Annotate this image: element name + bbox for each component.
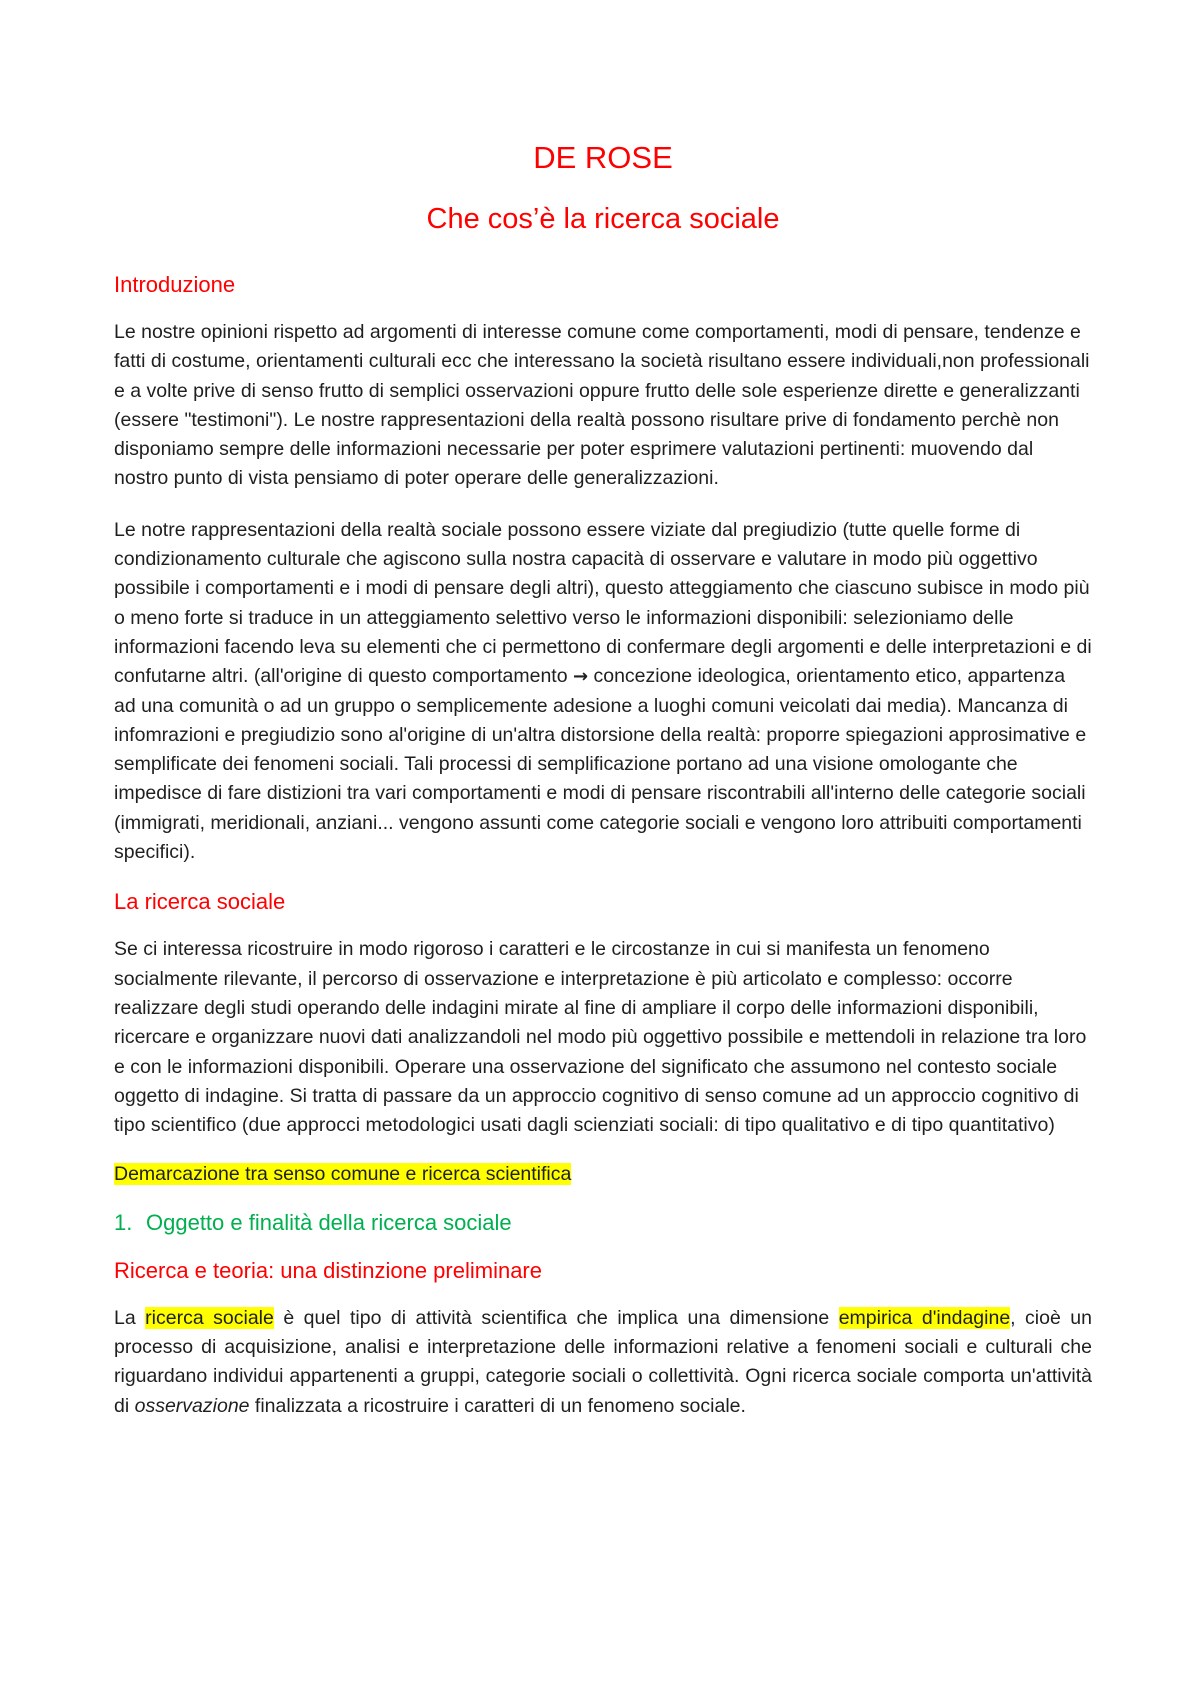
theory-text-3: , cioè un processo di acquisizione, analisi e interpretazione delle informazioni relative a fenomeni sociali e culturali che riguardano individui appartenenti a gruppi, categorie sociali o collettività. Ogni ricerca sociale comporta un'attività di	[114, 1306, 1092, 1417]
theory-text-4: finalizzata a ricostruire i caratteri di un fenomeno sociale.	[249, 1394, 746, 1417]
document-title: DE ROSE	[533, 140, 673, 175]
section-1-number: 1.	[114, 1209, 133, 1235]
intro-paragraph-2	[114, 516, 1092, 868]
document-page	[114, 138, 1092, 1421]
theory-italic-osservazione: osservazione	[134, 1394, 250, 1417]
demarcation-heading-highlight: Demarcazione tra senso comune e ricerca scientifica	[114, 1163, 572, 1186]
intro-heading: Introduzione	[114, 272, 236, 297]
intro-paragraph-1: Le nostre opinioni rispetto ad argomenti di interesse comune come comportamenti, modi di pensare, tendenze e fatti di costume, orientamenti culturali ecc che interessano la società risultano essere individuali,non professionali e a volte prive di senso frutto di semplici osservazioni oppure frutto delle sole esperienze dirette e generalizzanti (essere "testimoni"). Le nostre rappresentazioni della realtà possono risultare prive di fondamento perchè non disponiamo sempre delle informazioni necessarie per poter esprimere valutazioni pertinenti: muovendo dal nostro punto di vista pensiamo di poter operare delle generalizzazioni.	[114, 321, 1090, 490]
intro-paragraph-2-part-b: concezione ideologica, orientamento etico, appartenza ad una comunità o ad un gruppo o semplicemente adesione a luoghi comuni veicolati dai media). Mancanza di infomrazioni e pregiudizio sono al'origine di un'altra distorsione della realtà: proporre spiegazioni approsimative e semplificate dei fenomeni sociali. Tali processi di semplificazione portano ad una visione omologante che impedisce di fare distizioni tra vari comportamenti e modi di pensare riscontrabili all'interno delle categorie sociali (immigrati, meridionali, anziani... vengono assunti come categorie sociali e vengono loro attribuiti comportamenti specifici).	[114, 665, 1087, 864]
highlight-ricerca-sociale: ricerca sociale	[145, 1306, 274, 1329]
theory-text-2: è quel tipo di attività scientifica che implica una dimensione	[273, 1306, 839, 1329]
document-subtitle: Che cos’è la ricerca sociale	[426, 203, 780, 235]
theory-paragraph	[114, 1304, 1092, 1421]
research-heading: La ricerca sociale	[114, 889, 286, 915]
intro-paragraph-2-part-a: Le notre rappresentazioni della realtà sociale possono essere viziate dal pregiudizio (tutte quelle forme di condizionamento culturale che agiscono sulla nostra capacità di osservare e valutare in modo più oggettivo possibile i comportamenti e i modi di pensare degli altri), questo atteggiamento che ciascuno subisce in modo più o meno forte si traduce in un atteggiamento selettivo verso le informazioni disponibili: selezioniamo delle informazioni facendo leva su elementi che ci permettono di confermare degli argomenti e delle interpretazioni e di confutarne altri. (all'origine di questo comportamento	[114, 518, 1092, 688]
theory-text-1: La	[114, 1306, 146, 1329]
theory-heading: Ricerca e teoria: una distinzione preliminare	[114, 1257, 542, 1283]
demarcation-heading	[114, 1160, 1092, 1189]
section-1-title: Oggetto e finalità della ricerca sociale	[146, 1209, 512, 1235]
research-paragraph: Se ci interessa ricostruire in modo rigoroso i caratteri e le circostanze in cui si manifesta un fenomeno socialmente rilevante, il percorso di osservazione e interpretazione è più articolato e complesso: occorre realizzare degli studi operando delle indagini mirate al fine di ampliare il corpo delle informazioni disponibili, ricercare e organizzare nuovi dati analizzandoli nel modo più oggettivo possibile e mettendoli in relazione tra loro e con le informazioni disponibili. Operare una osservazione del significato che assumono nel contesto sociale oggetto di indagine. Si tratta di passare da un approccio cognitivo di senso comune ad un approccio cognitivo di tipo scientifico (due approcci metodologici usati dagli scienziati sociali: di tipo qualitativo e di tipo quantitativo)	[114, 938, 1087, 1137]
section-1-heading	[114, 1208, 1092, 1238]
arrow-right-icon: →	[572, 666, 589, 688]
highlight-empirica-indagine: empirica d'indagine	[838, 1306, 1011, 1329]
